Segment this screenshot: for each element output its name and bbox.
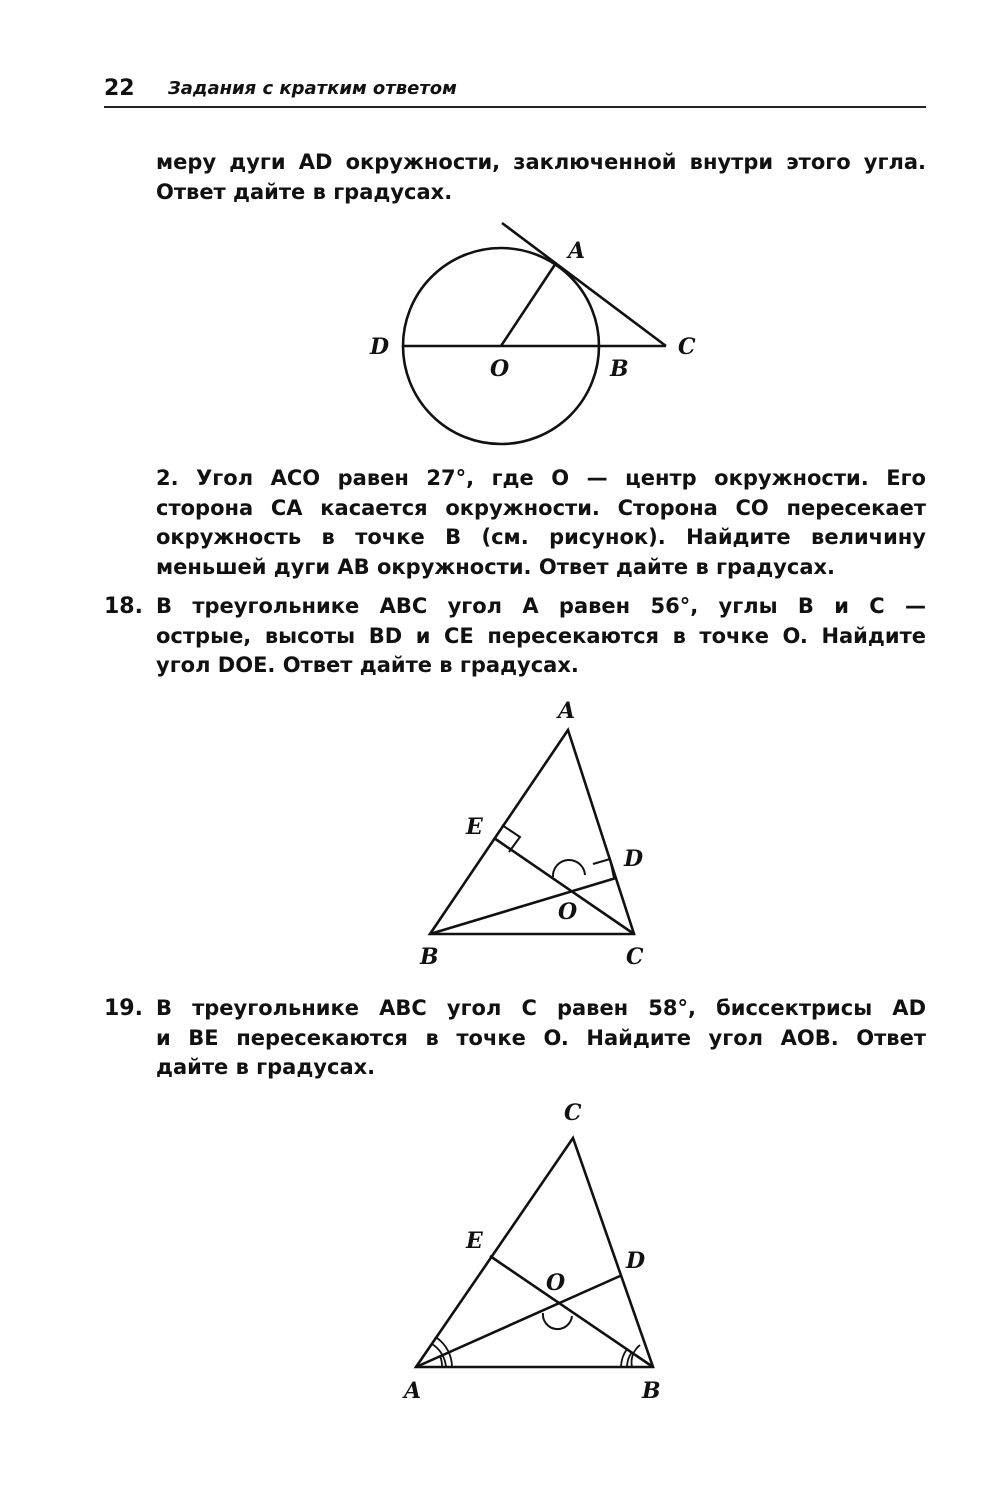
angle-mark-A-1 [440, 1356, 442, 1367]
problem-18-number: 18. [104, 594, 143, 619]
label-B: B [610, 356, 629, 382]
label-D: D [624, 846, 644, 872]
problem-18-text [156, 592, 926, 681]
label-E: E [466, 1228, 483, 1254]
problem-2-line-3: окружность в точке B (см. рисунок). Найдите величину [156, 525, 926, 549]
bisector-AD [416, 1276, 620, 1367]
label-O: O [558, 899, 578, 925]
label-A: A [558, 698, 576, 724]
right-angle-mark-E [502, 825, 520, 852]
problem-2-line-2: сторона CA касается окружности. Сторона CO пересекает [156, 495, 926, 520]
label-B: B [642, 1378, 661, 1404]
label-E: E [466, 814, 483, 840]
angle-mark-A-3 [437, 1338, 452, 1367]
circle [403, 248, 599, 444]
label-D: D [626, 1248, 646, 1274]
bisector-BE [490, 1256, 653, 1367]
label-O: O [546, 1270, 566, 1296]
problem-19-number: 19. [104, 996, 143, 1021]
angle-mark-B-2 [621, 1349, 627, 1367]
problem-2-line-1: 2. Угол ACO равен 27°, где O — центр окружности. Его [156, 466, 926, 490]
label-C: C [678, 334, 696, 360]
problem-2-text [156, 464, 926, 582]
intro-text [156, 148, 926, 207]
problem-18-line-3: угол DOE. Ответ дайте в градусах. [156, 653, 579, 677]
problem-2-line-4: меньшей дуги AB окружности. Ответ дайте в градусах. [156, 554, 836, 579]
angle-mark-B-3 [632, 1345, 640, 1367]
page-number: 22 [104, 76, 135, 101]
label-A: A [568, 238, 586, 264]
label-B: B [420, 944, 439, 970]
triangle-ABC [430, 730, 634, 934]
label-O: O [490, 356, 510, 382]
triangle-ABC [416, 1138, 653, 1367]
altitude-BD [430, 878, 616, 934]
problem-19-line-1: В треугольнике ABC угол C равен 58°, биссектрисы AD [156, 996, 926, 1020]
problem-19-line-3: дайте в градусах. [156, 1055, 376, 1079]
problem-18-line-2: острые, высоты BD и CE пересекаются в точке O. Найдите [156, 623, 926, 648]
label-D: D [370, 334, 390, 360]
page-header [104, 76, 926, 108]
label-C: C [626, 944, 644, 970]
problem-19-text [156, 994, 926, 1083]
radius-OA [501, 263, 556, 346]
angle-arc-DOE [553, 860, 585, 877]
problem-18-line-1: В треугольнике ABC угол A равен 56°, углы B и C — [156, 594, 926, 618]
running-title: Задания с кратким ответом [168, 78, 457, 99]
altitude-CE [494, 838, 634, 934]
angle-arc-AOB [543, 1313, 572, 1329]
problem-19-line-2: и BE пересекаются в точке O. Найдите угол AOB. Ответ [156, 1025, 926, 1050]
tangent-CA [502, 223, 666, 346]
label-A: A [404, 1378, 422, 1404]
intro-line-2: Ответ дайте в градусах. [156, 179, 453, 204]
angle-mark-A-2 [432, 1344, 446, 1367]
label-C: C [564, 1100, 582, 1126]
angle-mark-B-1 [627, 1352, 632, 1367]
intro-line-1: меру дуги AD окружности, заключенной внутри этого угла. [156, 150, 926, 174]
right-angle-mark-D [593, 859, 614, 878]
